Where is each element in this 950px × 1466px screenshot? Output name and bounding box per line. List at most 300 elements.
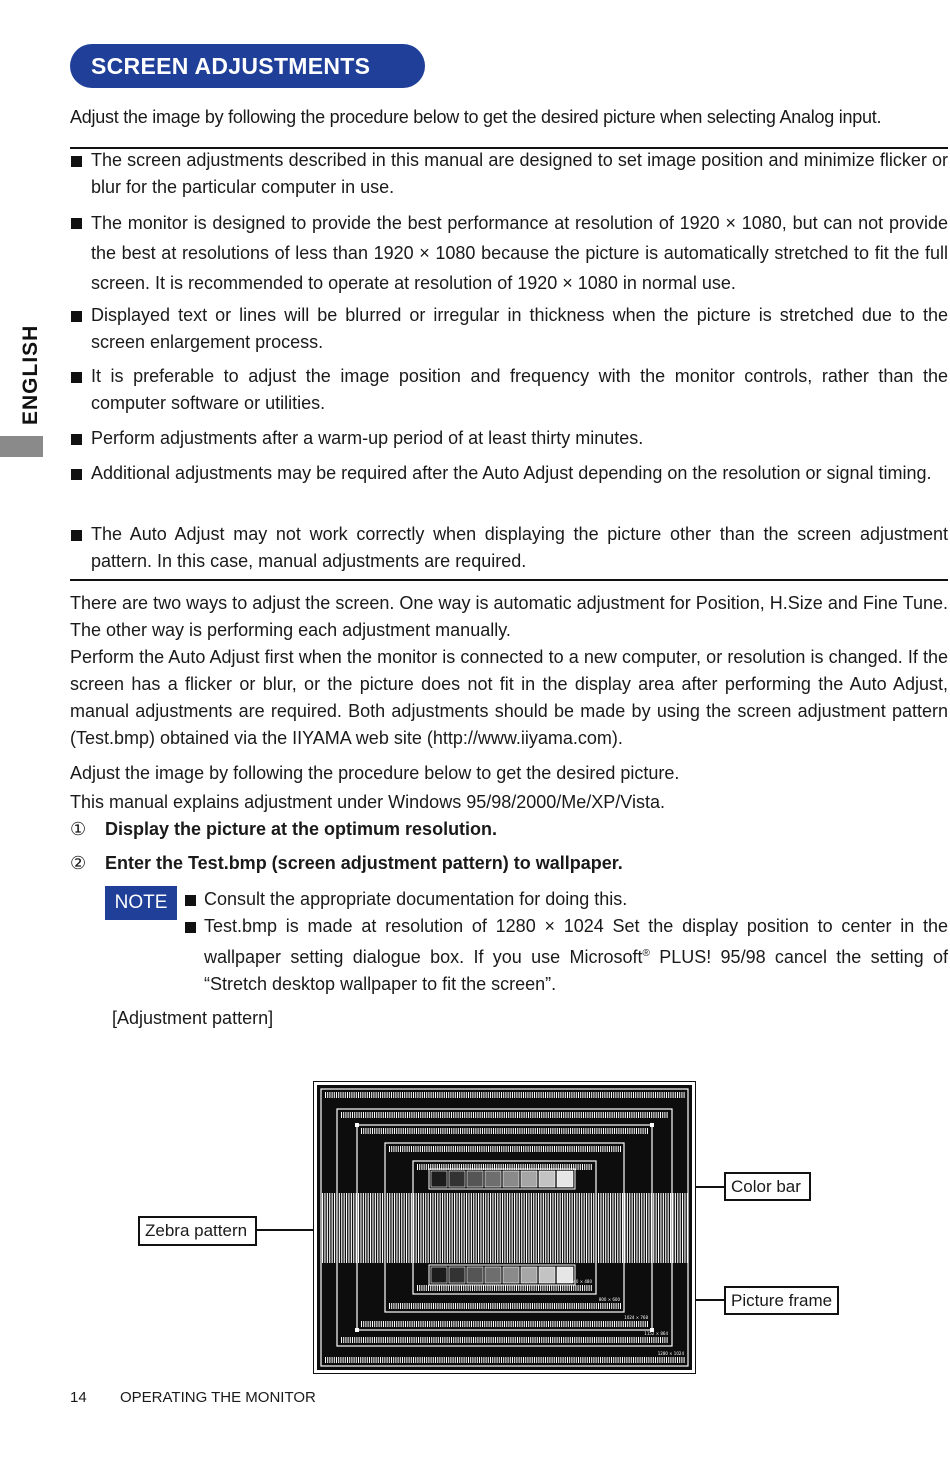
frame-tick bbox=[429, 1128, 430, 1134]
frame-tick bbox=[525, 1357, 526, 1363]
frame-tick bbox=[514, 1303, 515, 1309]
frame-tick bbox=[504, 1321, 505, 1327]
frame-tick bbox=[519, 1128, 520, 1134]
frame-tick bbox=[536, 1285, 537, 1291]
zebra-stripe bbox=[538, 1193, 539, 1263]
frame-tick bbox=[439, 1357, 440, 1363]
frame-tick bbox=[372, 1321, 373, 1327]
frame-tick bbox=[392, 1128, 393, 1134]
frame-tick bbox=[486, 1092, 487, 1098]
frame-tick bbox=[425, 1337, 426, 1343]
frame-tick bbox=[623, 1128, 624, 1134]
frame-tick bbox=[450, 1092, 451, 1098]
frame-tick bbox=[651, 1337, 652, 1343]
color-bar-swatch bbox=[485, 1171, 501, 1187]
frame-tick bbox=[613, 1146, 614, 1152]
frame-tick bbox=[341, 1112, 342, 1118]
frame-tick bbox=[568, 1112, 569, 1118]
frame-tick bbox=[383, 1128, 384, 1134]
frame-tick bbox=[664, 1337, 665, 1343]
frame-tick bbox=[583, 1128, 584, 1134]
frame-tick bbox=[539, 1146, 540, 1152]
frame-tick bbox=[520, 1285, 521, 1291]
frame-tick bbox=[327, 1357, 328, 1363]
zebra-stripe bbox=[564, 1193, 565, 1263]
frame-tick bbox=[481, 1303, 482, 1309]
zebra-stripe bbox=[651, 1193, 652, 1263]
frame-tick bbox=[420, 1321, 421, 1327]
zebra-stripe bbox=[468, 1193, 469, 1263]
frame-tick bbox=[574, 1337, 575, 1343]
frame-tick bbox=[543, 1337, 544, 1343]
frame-tick bbox=[552, 1303, 553, 1309]
frame-tick bbox=[490, 1285, 491, 1291]
zebra-stripe bbox=[368, 1193, 369, 1263]
zebra-stripe bbox=[504, 1193, 505, 1263]
frame-tick bbox=[484, 1321, 485, 1327]
frame-tick bbox=[541, 1337, 542, 1343]
frame-tick bbox=[528, 1128, 529, 1134]
frame-tick bbox=[505, 1285, 506, 1291]
zebra-stripe bbox=[430, 1193, 431, 1263]
frame-tick bbox=[469, 1128, 470, 1134]
frame-tick bbox=[645, 1128, 646, 1134]
frame-tick bbox=[506, 1337, 507, 1343]
frame-tick bbox=[422, 1092, 423, 1098]
zebra-stripe bbox=[442, 1193, 443, 1263]
frame-tick bbox=[440, 1321, 441, 1327]
frame-tick bbox=[466, 1337, 467, 1343]
frame-tick bbox=[365, 1112, 366, 1118]
picture-frame-label: Picture frame bbox=[724, 1286, 839, 1315]
frame-tick bbox=[553, 1285, 554, 1291]
frame-tick bbox=[499, 1112, 500, 1118]
frame-tick bbox=[460, 1128, 461, 1134]
frame-tick bbox=[515, 1112, 516, 1118]
zebra-stripe bbox=[456, 1193, 457, 1263]
frame-tick bbox=[591, 1164, 592, 1170]
zebra-stripe bbox=[332, 1193, 333, 1263]
frame-tick bbox=[615, 1357, 616, 1363]
frame-tick bbox=[503, 1357, 504, 1363]
frame-tick bbox=[350, 1337, 351, 1343]
frame-tick bbox=[644, 1092, 645, 1098]
frame-tick bbox=[434, 1321, 435, 1327]
zebra-stripe bbox=[502, 1193, 503, 1263]
frame-tick bbox=[492, 1285, 493, 1291]
frame-tick bbox=[570, 1321, 571, 1327]
frame-tick bbox=[398, 1128, 399, 1134]
frame-tick bbox=[624, 1092, 625, 1098]
frame-tick bbox=[402, 1092, 403, 1098]
frame-tick bbox=[567, 1285, 568, 1291]
bullet-item: Displayed text or lines will be blurred or irregular in thickness when the picture is stretched due to the screen enlargement process. bbox=[70, 302, 948, 356]
frame-tick bbox=[437, 1285, 438, 1291]
picture-frame-leader-line bbox=[696, 1299, 725, 1301]
frame-tick bbox=[610, 1128, 611, 1134]
frame-tick bbox=[327, 1092, 328, 1098]
corner-marker bbox=[355, 1328, 359, 1332]
frame-tick bbox=[600, 1357, 601, 1363]
frame-tick bbox=[560, 1357, 561, 1363]
frame-tick bbox=[472, 1285, 473, 1291]
frame-tick bbox=[550, 1112, 551, 1118]
frame-tick bbox=[517, 1303, 518, 1309]
frame-tick bbox=[626, 1357, 627, 1363]
frame-tick bbox=[550, 1321, 551, 1327]
frame-tick bbox=[440, 1337, 441, 1343]
frame-tick bbox=[556, 1146, 557, 1152]
frame-tick bbox=[420, 1092, 421, 1098]
frame-tick bbox=[343, 1357, 344, 1363]
frame-tick bbox=[396, 1146, 397, 1152]
frame-tick bbox=[495, 1321, 496, 1327]
frame-tick bbox=[406, 1357, 407, 1363]
frame-tick bbox=[634, 1337, 635, 1343]
frame-tick bbox=[396, 1303, 397, 1309]
frame-tick bbox=[348, 1337, 349, 1343]
frame-tick bbox=[510, 1357, 511, 1363]
zebra-stripe bbox=[351, 1193, 352, 1263]
frame-tick bbox=[452, 1285, 453, 1291]
frame-tick bbox=[554, 1092, 555, 1098]
frame-tick bbox=[515, 1321, 516, 1327]
frame-tick bbox=[620, 1357, 621, 1363]
zebra-stripe bbox=[389, 1193, 390, 1263]
frame-tick bbox=[391, 1146, 392, 1152]
frame-tick bbox=[413, 1357, 414, 1363]
frame-tick bbox=[365, 1337, 366, 1343]
frame-tick bbox=[544, 1128, 545, 1134]
frame-tick bbox=[495, 1303, 496, 1309]
frame-tick bbox=[471, 1337, 472, 1343]
frame-tick bbox=[508, 1303, 509, 1309]
frame-tick bbox=[591, 1092, 592, 1098]
frame-tick bbox=[385, 1321, 386, 1327]
frame-tick bbox=[625, 1128, 626, 1134]
frame-tick bbox=[647, 1321, 648, 1327]
frame-tick bbox=[525, 1092, 526, 1098]
frame-tick bbox=[488, 1303, 489, 1309]
zebra-stripe bbox=[440, 1193, 441, 1263]
frame-tick bbox=[516, 1092, 517, 1098]
bullet-item: The monitor is designed to provide the best performance at resolution of 1920 × 1080, but can not provide the best at resolutions of less than 1920 × 1080 because the picture is automatically stretched to fit the full screen. It is recommended to operate at resolution of 1920 × 1080 in normal use. bbox=[70, 208, 948, 298]
frame-tick bbox=[466, 1112, 467, 1118]
frame-tick bbox=[472, 1357, 473, 1363]
frame-tick bbox=[462, 1303, 463, 1309]
frame-tick bbox=[636, 1337, 637, 1343]
frame-tick bbox=[415, 1357, 416, 1363]
color-bar-swatch bbox=[431, 1171, 447, 1187]
frame-tick bbox=[545, 1357, 546, 1363]
bullet-square-icon bbox=[71, 156, 82, 167]
frame-tick bbox=[580, 1303, 581, 1309]
frame-tick bbox=[483, 1092, 484, 1098]
frame-tick bbox=[373, 1092, 374, 1098]
frame-tick bbox=[381, 1321, 382, 1327]
frame-tick bbox=[447, 1112, 448, 1118]
resolution-label: 1280 × 1024 bbox=[657, 1351, 684, 1356]
frame-tick bbox=[574, 1357, 575, 1363]
frame-tick bbox=[400, 1303, 401, 1309]
frame-tick bbox=[464, 1303, 465, 1309]
frame-tick bbox=[534, 1285, 535, 1291]
frame-tick bbox=[398, 1092, 399, 1098]
zebra-stripe bbox=[543, 1193, 544, 1263]
frame-tick bbox=[393, 1357, 394, 1363]
frame-tick bbox=[472, 1092, 473, 1098]
frame-tick bbox=[649, 1337, 650, 1343]
frame-tick bbox=[470, 1092, 471, 1098]
frame-tick bbox=[445, 1128, 446, 1134]
frame-tick bbox=[596, 1128, 597, 1134]
zebra-stripe bbox=[588, 1193, 589, 1263]
frame-tick bbox=[437, 1357, 438, 1363]
frame-tick bbox=[514, 1285, 515, 1291]
frame-tick bbox=[541, 1321, 542, 1327]
frame-tick bbox=[436, 1128, 437, 1134]
frame-tick bbox=[616, 1128, 617, 1134]
frame-tick bbox=[475, 1112, 476, 1118]
frame-tick bbox=[462, 1337, 463, 1343]
frame-tick bbox=[607, 1357, 608, 1363]
frame-tick bbox=[632, 1128, 633, 1134]
frame-tick bbox=[429, 1337, 430, 1343]
frame-tick bbox=[526, 1337, 527, 1343]
frame-tick bbox=[424, 1092, 425, 1098]
frame-tick bbox=[534, 1146, 535, 1152]
frame-tick bbox=[627, 1321, 628, 1327]
frame-tick bbox=[402, 1357, 403, 1363]
frame-tick bbox=[411, 1146, 412, 1152]
frame-tick bbox=[653, 1092, 654, 1098]
frame-tick bbox=[379, 1128, 380, 1134]
frame-tick bbox=[486, 1357, 487, 1363]
frame-tick bbox=[537, 1321, 538, 1327]
zebra-stripe bbox=[341, 1193, 342, 1263]
frame-tick bbox=[340, 1357, 341, 1363]
frame-tick bbox=[394, 1321, 395, 1327]
frame-tick bbox=[547, 1092, 548, 1098]
zebra-stripe bbox=[658, 1193, 659, 1263]
frame-tick bbox=[668, 1357, 669, 1363]
frame-tick bbox=[574, 1092, 575, 1098]
frame-tick bbox=[655, 1357, 656, 1363]
frame-tick bbox=[379, 1321, 380, 1327]
frame-tick bbox=[403, 1128, 404, 1134]
frame-tick bbox=[677, 1092, 678, 1098]
frame-tick bbox=[679, 1092, 680, 1098]
frame-tick bbox=[371, 1357, 372, 1363]
frame-tick bbox=[393, 1092, 394, 1098]
frame-tick bbox=[376, 1128, 377, 1134]
frame-tick bbox=[438, 1112, 439, 1118]
zebra-stripe bbox=[581, 1193, 582, 1263]
frame-tick bbox=[589, 1164, 590, 1170]
frame-tick bbox=[396, 1337, 397, 1343]
frame-tick bbox=[653, 1337, 654, 1343]
frame-tick bbox=[368, 1321, 369, 1327]
frame-tick bbox=[376, 1092, 377, 1098]
frame-tick bbox=[390, 1321, 391, 1327]
frame-tick bbox=[622, 1092, 623, 1098]
frame-tick bbox=[509, 1285, 510, 1291]
frame-tick bbox=[458, 1321, 459, 1327]
zebra-stripe bbox=[507, 1193, 508, 1263]
frame-tick bbox=[433, 1357, 434, 1363]
frame-tick bbox=[490, 1303, 491, 1309]
frame-tick bbox=[550, 1128, 551, 1134]
frame-tick bbox=[531, 1285, 532, 1291]
frame-tick bbox=[616, 1146, 617, 1152]
bullet-square-icon bbox=[185, 922, 196, 933]
zebra-stripe bbox=[473, 1193, 474, 1263]
zebra-stripe bbox=[377, 1193, 378, 1263]
frame-tick bbox=[522, 1321, 523, 1327]
frame-tick bbox=[455, 1303, 456, 1309]
zebra-stripe bbox=[423, 1193, 424, 1263]
frame-tick bbox=[404, 1357, 405, 1363]
frame-tick bbox=[584, 1285, 585, 1291]
frame-tick bbox=[396, 1112, 397, 1118]
frame-tick bbox=[583, 1321, 584, 1327]
frame-tick bbox=[643, 1321, 644, 1327]
frame-tick bbox=[483, 1357, 484, 1363]
frame-tick bbox=[533, 1128, 534, 1134]
frame-tick bbox=[629, 1337, 630, 1343]
body-paragraph: Adjust the image by following the procedure below to get the desired picture. bbox=[70, 763, 680, 783]
bullet-square-icon bbox=[71, 469, 82, 480]
frame-tick bbox=[367, 1112, 368, 1118]
frame-tick bbox=[469, 1321, 470, 1327]
zebra-stripe bbox=[591, 1193, 592, 1263]
frame-tick bbox=[566, 1321, 567, 1327]
frame-tick bbox=[479, 1146, 480, 1152]
frame-tick bbox=[657, 1357, 658, 1363]
frame-tick bbox=[543, 1092, 544, 1098]
frame-tick bbox=[341, 1337, 342, 1343]
frame-tick bbox=[634, 1112, 635, 1118]
frame-tick bbox=[675, 1092, 676, 1098]
frame-tick bbox=[497, 1112, 498, 1118]
frame-tick bbox=[451, 1321, 452, 1327]
frame-tick bbox=[486, 1337, 487, 1343]
frame-tick bbox=[343, 1092, 344, 1098]
frame-tick bbox=[421, 1164, 422, 1170]
frame-tick bbox=[401, 1321, 402, 1327]
frame-tick bbox=[589, 1285, 590, 1291]
frame-tick bbox=[602, 1303, 603, 1309]
frame-tick bbox=[519, 1303, 520, 1309]
zebra-stripe bbox=[444, 1193, 445, 1263]
frame-tick bbox=[646, 1092, 647, 1098]
frame-tick bbox=[352, 1337, 353, 1343]
frame-tick bbox=[362, 1357, 363, 1363]
frame-tick bbox=[356, 1092, 357, 1098]
frame-tick bbox=[370, 1112, 371, 1118]
zebra-stripe bbox=[404, 1193, 405, 1263]
frame-tick bbox=[638, 1112, 639, 1118]
frame-tick bbox=[537, 1128, 538, 1134]
frame-tick bbox=[365, 1321, 366, 1327]
zebra-stripe bbox=[476, 1193, 477, 1263]
frame-tick bbox=[604, 1092, 605, 1098]
frame-tick bbox=[458, 1128, 459, 1134]
frame-tick bbox=[670, 1357, 671, 1363]
frame-tick bbox=[508, 1357, 509, 1363]
frame-tick bbox=[434, 1128, 435, 1134]
frame-tick bbox=[471, 1128, 472, 1134]
frame-tick bbox=[588, 1321, 589, 1327]
frame-tick bbox=[424, 1357, 425, 1363]
frame-tick bbox=[539, 1321, 540, 1327]
frame-tick bbox=[525, 1146, 526, 1152]
frame-tick bbox=[565, 1357, 566, 1363]
frame-tick bbox=[589, 1357, 590, 1363]
color-bar-swatch bbox=[539, 1171, 555, 1187]
frame-tick bbox=[620, 1112, 621, 1118]
frame-tick bbox=[398, 1146, 399, 1152]
frame-tick bbox=[450, 1357, 451, 1363]
frame-tick bbox=[642, 1357, 643, 1363]
frame-tick bbox=[461, 1357, 462, 1363]
frame-tick bbox=[627, 1337, 628, 1343]
frame-tick bbox=[565, 1337, 566, 1343]
frame-tick bbox=[497, 1357, 498, 1363]
frame-tick bbox=[460, 1321, 461, 1327]
frame-tick bbox=[614, 1112, 615, 1118]
adjustment-pattern-diagram bbox=[313, 1081, 696, 1374]
frame-tick bbox=[601, 1128, 602, 1134]
frame-tick bbox=[383, 1112, 384, 1118]
frame-tick bbox=[511, 1128, 512, 1134]
frame-tick bbox=[420, 1146, 421, 1152]
frame-tick bbox=[361, 1321, 362, 1327]
frame-tick bbox=[534, 1357, 535, 1363]
frame-tick bbox=[368, 1128, 369, 1134]
frame-tick bbox=[600, 1146, 601, 1152]
frame-tick bbox=[612, 1321, 613, 1327]
frame-tick bbox=[444, 1112, 445, 1118]
zebra-stripe bbox=[408, 1193, 409, 1263]
frame-tick bbox=[598, 1337, 599, 1343]
frame-tick bbox=[445, 1321, 446, 1327]
frame-tick bbox=[369, 1092, 370, 1098]
frame-tick bbox=[526, 1112, 527, 1118]
frame-tick bbox=[411, 1092, 412, 1098]
frame-tick bbox=[543, 1112, 544, 1118]
frame-tick bbox=[387, 1357, 388, 1363]
frame-tick bbox=[539, 1128, 540, 1134]
frame-tick bbox=[576, 1357, 577, 1363]
frame-tick bbox=[385, 1337, 386, 1343]
frame-tick bbox=[551, 1285, 552, 1291]
frame-tick bbox=[592, 1128, 593, 1134]
frame-tick bbox=[556, 1303, 557, 1309]
frame-tick bbox=[590, 1128, 591, 1134]
frame-tick bbox=[533, 1321, 534, 1327]
frame-tick bbox=[561, 1321, 562, 1327]
frame-tick bbox=[453, 1357, 454, 1363]
frame-tick bbox=[420, 1337, 421, 1343]
frame-tick bbox=[440, 1303, 441, 1309]
frame-tick bbox=[409, 1357, 410, 1363]
frame-tick bbox=[455, 1092, 456, 1098]
frame-tick bbox=[491, 1128, 492, 1134]
frame-tick bbox=[383, 1337, 384, 1343]
frame-tick bbox=[615, 1092, 616, 1098]
zebra-stripe bbox=[646, 1193, 647, 1263]
